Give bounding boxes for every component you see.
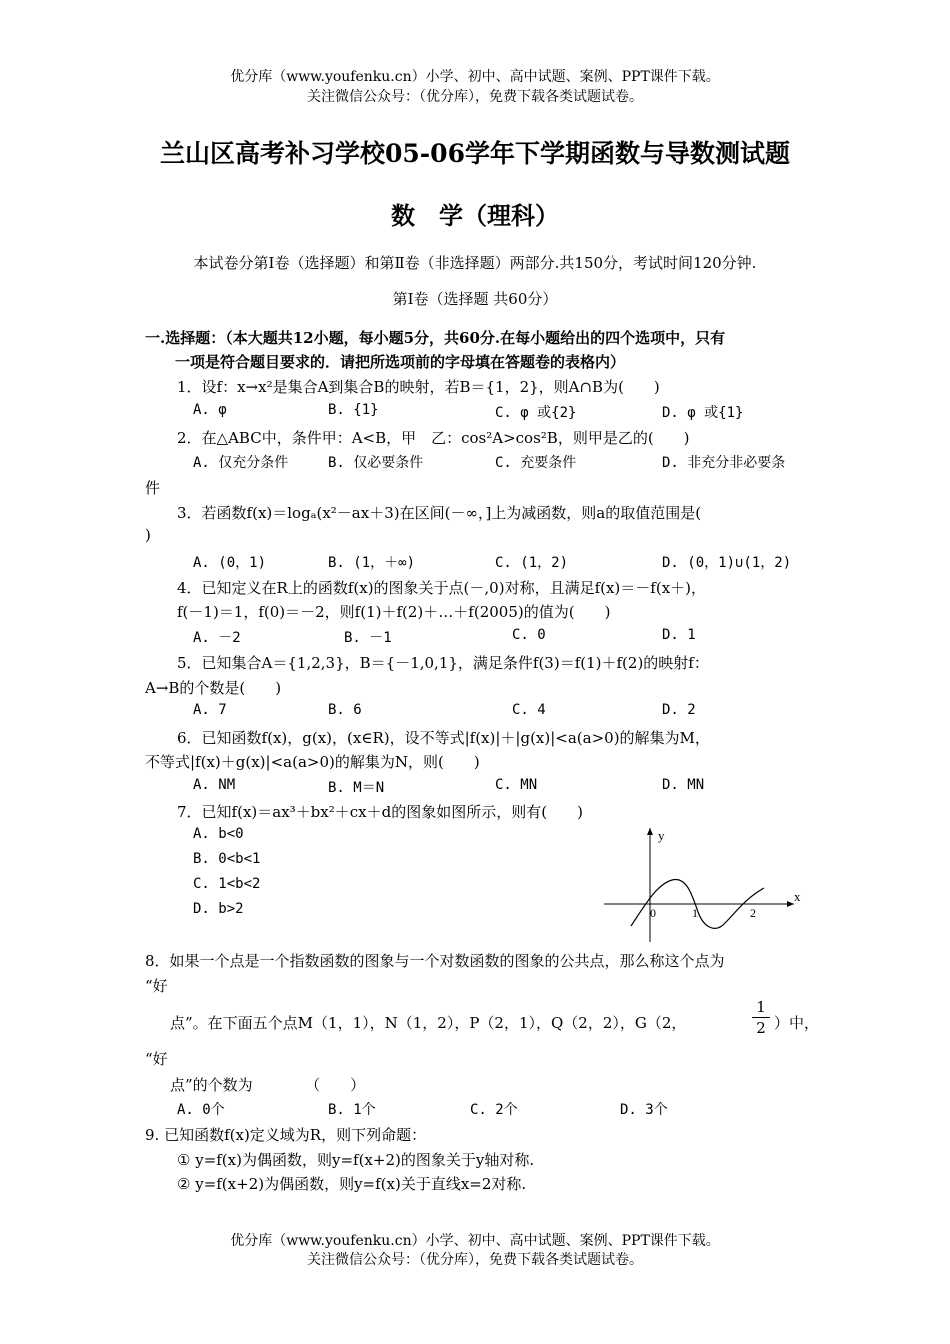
q6-option-a: A. NM (193, 777, 236, 793)
q3-option-d: D. (0，1)∪(1，2) (662, 555, 792, 571)
q1-option-c: C. φ 或{2} (495, 405, 577, 421)
q3-stem: 3．若函数f(x)＝logₐ(x²－ax＋3)在区间(－∞，]上为减函数，则a的取值范围是( (177, 504, 702, 522)
q5-option-d: D. 2 (662, 702, 696, 718)
q7-option-c: C. 1<b<2 (193, 876, 261, 892)
page-subtitle: 数 学（理科） (391, 201, 559, 230)
tick-label-1: 1 (692, 906, 698, 920)
q7-graph (598, 820, 808, 945)
q5-option-b: B. 6 (328, 702, 362, 718)
q3-option-b: B. (1，＋∞) (328, 555, 416, 571)
q2-option-b: B. 仅必要条件 (328, 455, 424, 471)
q6-wrap: 不等式|f(x)＋g(x)|<a(a>0)的解集为N，则( ) (145, 753, 480, 771)
page-title: 兰山区高考补习学校05-06学年下学期函数与导数测试题 (160, 139, 790, 168)
q8-fraction (752, 998, 770, 1037)
q1-option-d: D. φ 或{1} (662, 405, 744, 421)
q5-option-a: A. 7 (193, 702, 227, 718)
q5-option-c: C. 4 (512, 702, 546, 718)
q9-statement-1: ① y=f(x)为偶函数，则y=f(x+2)的图象关于y轴对称. (177, 1151, 535, 1169)
q5-wrap: A→B的个数是( ) (145, 679, 282, 697)
q6-option-c: C. MN (495, 777, 538, 793)
q4-stem: 4．已知定义在R上的函数f(x)的图象关于点(－,0)对称，且满足f(x)＝－f(x＋)， (177, 579, 707, 597)
q7-option-a: A. b<0 (193, 826, 244, 842)
q4-stem-2: f(－1)＝1，f(0)＝－2，则f(1)＋f(2)＋…＋f(2005)的值为( ) (177, 603, 611, 621)
header-line-2: 关注微信公众号：（优分库），免费下载各类试题试卷。 (307, 89, 643, 105)
q8-line-3: 点”的个数为 （ ） (170, 1076, 366, 1094)
section-heading-line2: 一项是符合题目要求的．请把所选项前的字母填在答题卷的表格内） (175, 353, 626, 371)
q8-option-a: A. 0个 (177, 1102, 225, 1118)
q2-option-a: A. 仅充分条件 (193, 455, 289, 471)
origin-label: 0 (650, 906, 656, 920)
q4-option-a: A. －2 (193, 630, 241, 646)
q2-option-c: C. 充要条件 (495, 455, 577, 471)
q6-option-d: D. MN (662, 777, 705, 793)
fraction-numerator: 1 (756, 998, 766, 1016)
q4-option-d: D. 1 (662, 627, 696, 643)
q7-option-b: B. 0<b<1 (193, 851, 261, 867)
header-line-1: 优分库（www.youfenku.cn）小学、初中、高中试题、案例、PPT课件下载。 (230, 69, 720, 85)
q8-line-2-end: ）中， (774, 1014, 820, 1032)
q2-stem: 2．在△ABC中，条件甲：A<B，甲 乙：cos²A>cos²B，则甲是乙的( ) (177, 429, 690, 447)
q1-option-a: A. φ (193, 402, 227, 418)
q6-stem: 6．已知函数f(x)，g(x)，(x∈R)，设不等式|f(x)|＋|g(x)|<a(a>0)的解集为M， (177, 729, 710, 747)
y-axis-arrow-icon (647, 828, 653, 835)
q8-stem: 8．如果一个点是一个指数函数的图象与一个对数函数的图象的公共点，那么称这个点为 (145, 952, 725, 970)
q1-option-b: B. {1} (328, 402, 379, 418)
q8-option-c: C. 2个 (470, 1102, 518, 1118)
q7-option-d: D. b>2 (193, 901, 244, 917)
footer-line-1: 优分库（www.youfenku.cn）小学、初中、高中试题、案例、PPT课件下载。 (230, 1233, 720, 1249)
fraction-denominator: 2 (756, 1019, 766, 1037)
q8-option-d: D. 3个 (620, 1102, 668, 1118)
q9-stem: 9. 已知函数f(x)定义域为R，则下列命题： (145, 1126, 427, 1144)
footer-line-2: 关注微信公众号：（优分库），免费下载各类试题试卷。 (307, 1252, 643, 1268)
q3-option-c: C. (1，2) (495, 555, 569, 571)
q2-wrap: 件 (145, 479, 161, 497)
q4-option-c: C. 0 (512, 627, 546, 643)
q8-option-b: B. 1个 (328, 1102, 376, 1118)
q9-statement-2: ② y=f(x+2)为偶函数，则y=f(x)关于直线x=2对称. (177, 1175, 527, 1193)
q8-line-2: 点”。在下面五个点M（1，1），N（1，2），P（2，1），Q（2，2），G（2， (170, 1014, 687, 1032)
intro-text: 本试卷分第Ⅰ卷（选择题）和第Ⅱ卷（非选择题）两部分.共150分，考试时间120分钟. (193, 254, 757, 272)
q3-wrap: ) (145, 526, 151, 544)
q1-stem: 1．设f：x→x²是集合A到集合B的映射，若B＝{1，2}，则A∩B为( ) (177, 378, 660, 396)
q7-stem: 7．已知f(x)＝ax³＋bx²＋cx＋d的图象如图所示，则有( ) (177, 803, 583, 821)
q8-wrap-1: “好 (145, 977, 168, 995)
section-heading-line1: 一.选择题：（本大题共12小题，每小题5分，共60分.在每小题给出的四个选项中，只有 (145, 329, 726, 347)
q8-wrap-2: “好 (145, 1050, 168, 1068)
q2-option-d: D. 非充分非必要条 (662, 455, 786, 471)
x-axis-arrow-icon (787, 901, 794, 907)
tick-label-2: 2 (750, 906, 756, 920)
q6-option-b: B. M＝N (328, 780, 385, 796)
fraction-bar (752, 1017, 770, 1018)
x-axis-label: x (794, 889, 801, 904)
y-axis-label: y (658, 828, 665, 843)
q4-option-b: B. －1 (344, 630, 392, 646)
q3-option-a: A. (0，1) (193, 555, 267, 571)
part1-heading: 第Ⅰ卷（选择题 共60分） (392, 290, 558, 308)
q5-stem: 5．已知集合A＝{1,2,3}，B＝{－1,0,1}，满足条件f(3)＝f(1)＋f(2)的映射f： (177, 654, 709, 672)
